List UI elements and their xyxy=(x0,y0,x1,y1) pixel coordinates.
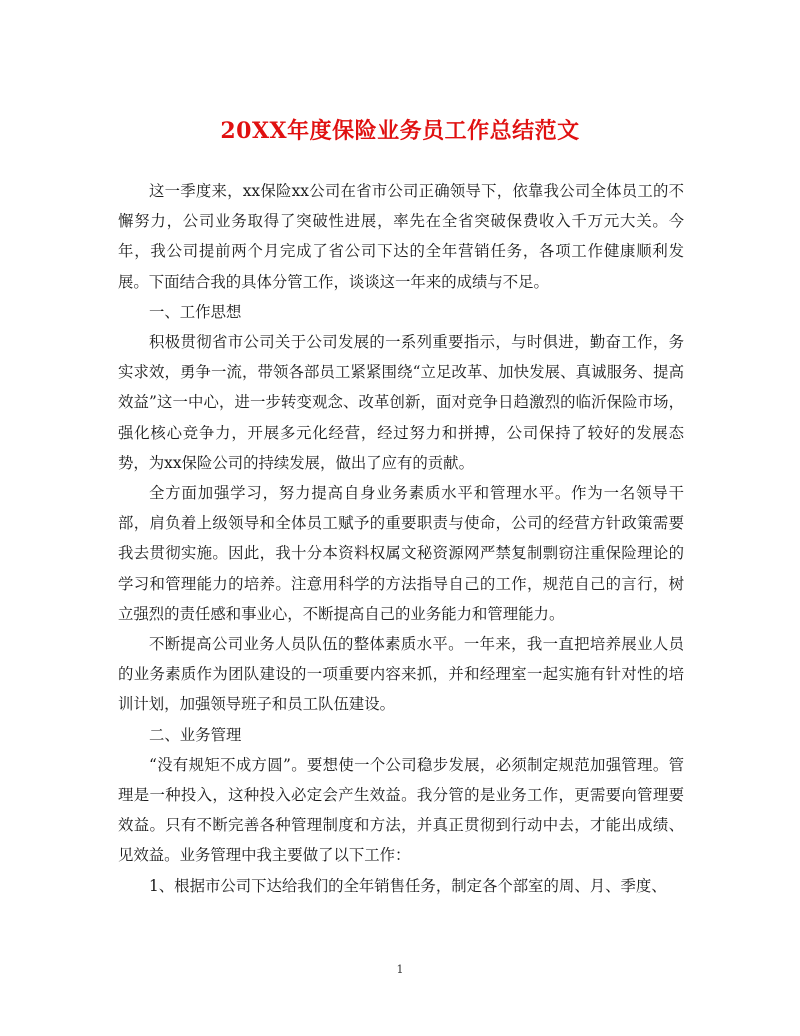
document-title: 20XX年度保险业务员工作总结范文 xyxy=(220,118,580,144)
paragraph-business-management: “没有规矩不成方圆”。要想使一个公司稳步发展，必须制定规范加强管理。管理是一种投入，这种投入必定会产生效益。我分管的是业务工作，更需要向管理要效益。只有不断完善各种管理制度和方法，并真正贯彻到行动中去，才能出成绩、见效益。业务管理中我主要做了以下工作： xyxy=(118,755,684,865)
paragraph-learning: 全方面加强学习，努力提高自身业务素质水平和管理水平。作为一名领导干部，肩负着上级领导和全体员工赋予的重要职责与使命，公司的经营方针政策需要我去贯彻实施。因此，我十分本资料权属文秘资源网严禁复制剽窃注重保险理论的学习和管理能力的培养。注意用科学的方法指导自己的工作，规范自己的言行，树立强烈的责任感和事业心，不断提高自己的业务能力和管理能力。 xyxy=(118,484,684,623)
page-number: 1 xyxy=(396,963,404,976)
paragraph-item-1: 1、根据市公司下达给我们的全年销售任务，制定各个部室的周、月、季度、 xyxy=(149,876,667,895)
section-heading-business-management: 二、业务管理 xyxy=(149,725,242,744)
section-heading-work-thinking: 一、工作思想 xyxy=(149,302,242,321)
paragraph-intro: 这一季度来，xx保险xx公司在省市公司正确领导下，依靠我公司全体员工的不懈努力，公司业务取得了突破性进展，率先在全省突破保费收入千万元大关。今年，我公司提前两个月完成了省公司下达的全年营销任务，各项工作健康顺利发展。下面结合我的具体分管工作，谈谈这一年来的成绩与不足。 xyxy=(118,182,684,291)
paragraph-work-thinking: 积极贯彻省市公司关于公司发展的一系列重要指示，与时俱进，勤奋工作，务实求效，勇争一流，带领各部员工紧紧围绕“立足改革、加快发展、真诚服务、提高效益”这一中心，进一步转变观念、改革创新，面对竞争日趋激烈的临沂保险市场，强化核心竞争力，开展多元化经营，经过努力和拼搏，公司保持了较好的发展态势，为xx保险公司的持续发展，做出了应有的贡献。 xyxy=(118,333,684,472)
document-body xyxy=(118,176,684,901)
paragraph-team-quality: 不断提高公司业务人员队伍的整体素质水平。一年来，我一直把培养展业人员的业务素质作为团队建设的一项重要内容来抓，并和经理室一起实施有针对性的培训计划，加强领导班子和员工队伍建设。 xyxy=(118,635,684,714)
